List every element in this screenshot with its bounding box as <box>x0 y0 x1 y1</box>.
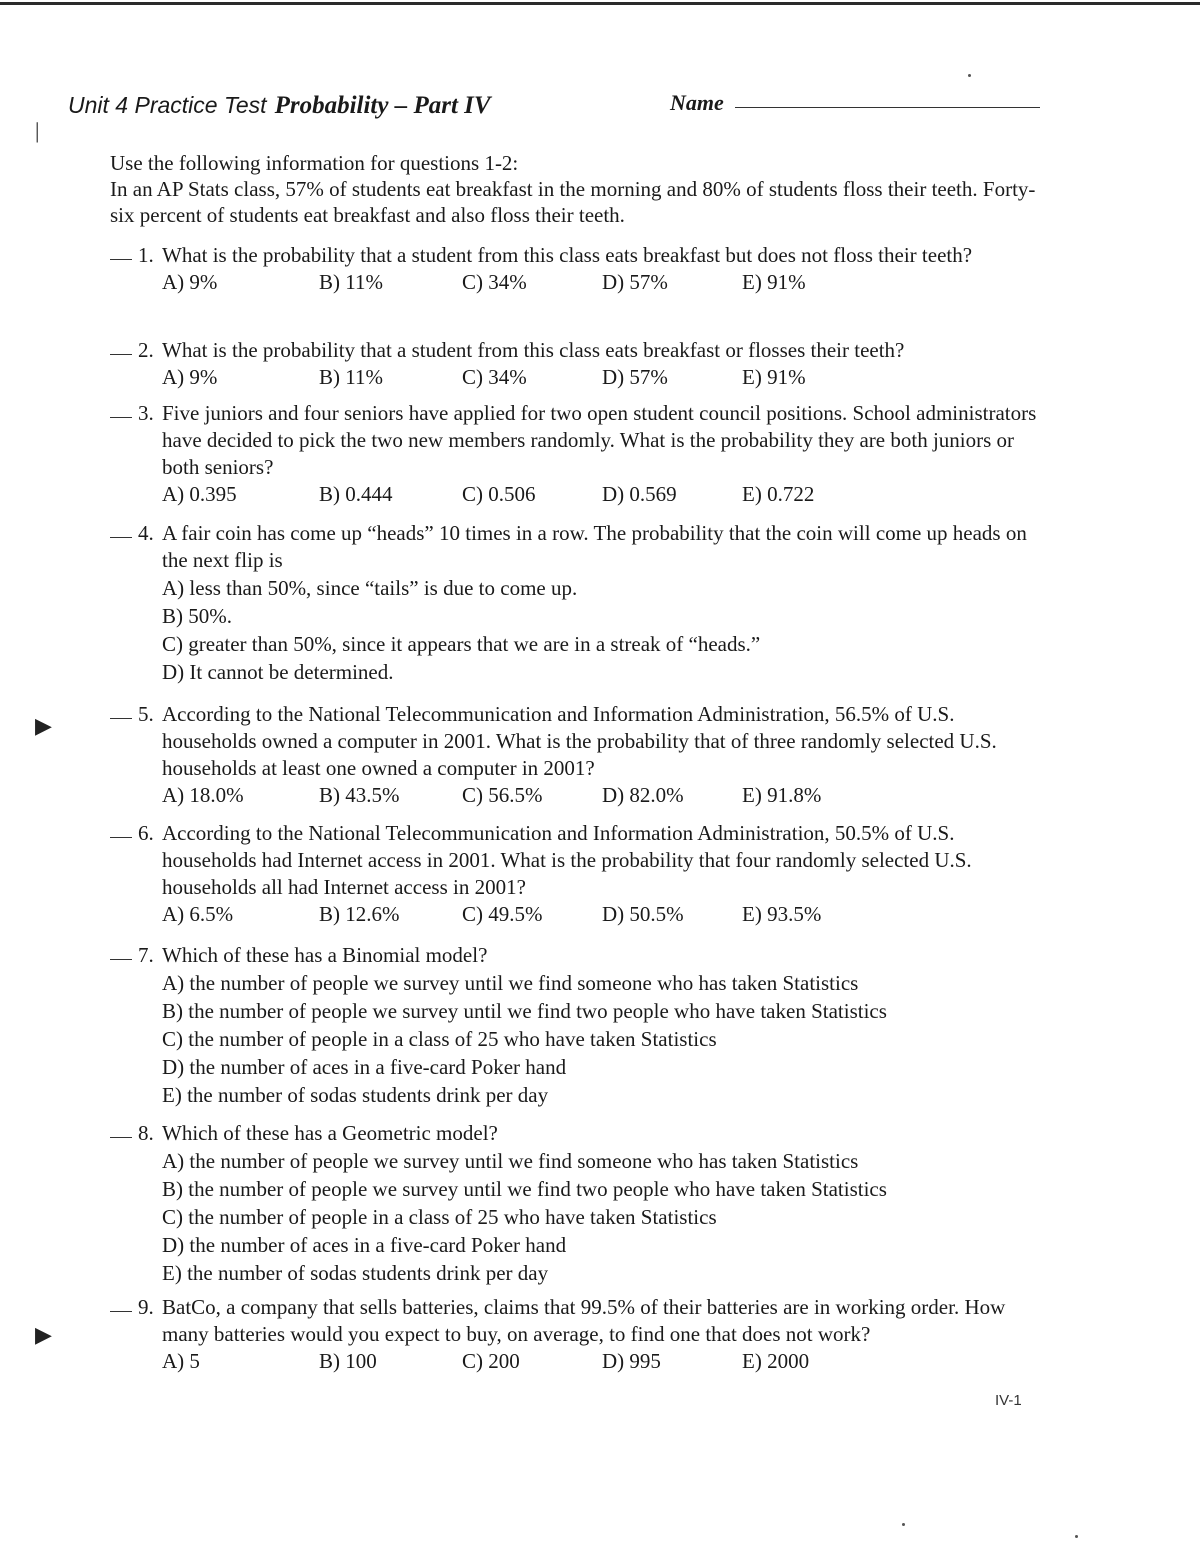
option: E) 0.722 <box>742 482 815 506</box>
option: E) 91% <box>742 365 806 389</box>
option: A) 18.0% <box>162 783 244 807</box>
answer-options <box>162 364 1040 391</box>
answer-blank[interactable] <box>110 1137 132 1138</box>
unit-title: Unit 4 Practice Test <box>68 92 267 118</box>
option: E) 91% <box>742 270 806 294</box>
answer-blank[interactable] <box>110 837 132 838</box>
question-2 <box>110 337 1040 391</box>
option: A) 5 <box>162 1349 200 1373</box>
option: C) 0.506 <box>462 482 536 506</box>
answer-blank[interactable] <box>110 1311 132 1312</box>
option: A) less than 50%, since “tails” is due to come up. <box>162 576 578 600</box>
answer-options <box>162 481 1040 508</box>
option: D) 995 <box>602 1349 661 1373</box>
option: B) 11% <box>319 365 383 389</box>
option: A) 6.5% <box>162 902 234 926</box>
answer-options <box>162 1348 1040 1375</box>
option: D) the number of aces in a five-card Poker hand <box>162 1233 567 1257</box>
question-text: Which of these has a Geometric model? <box>162 1121 498 1145</box>
question-number: 2. <box>138 338 154 362</box>
question-6 <box>110 820 1040 928</box>
name-label: Name <box>670 90 724 115</box>
shared-info-text: In an AP Stats class, 57% of students eat breakfast in the morning and 80% of students floss their teeth. Forty-six percent of students eat breakfast and also floss their teeth. <box>110 177 1036 227</box>
question-text: What is the probability that a student from this class eats breakfast or flosses their teeth? <box>162 338 905 362</box>
option: B) 43.5% <box>319 783 400 807</box>
option: E) the number of sodas students drink per day <box>162 1261 549 1285</box>
scan-speck <box>902 1523 905 1526</box>
option: B) 12.6% <box>319 902 400 926</box>
answer-blank[interactable] <box>110 537 132 538</box>
option: A) 9% <box>162 365 218 389</box>
answer-options <box>162 1147 1040 1287</box>
answer-options <box>162 782 1040 809</box>
shared-info-heading: Use the following information for questions 1-2: <box>110 151 519 175</box>
option: A) the number of people we survey until we find someone who has taken Statistics <box>162 971 859 995</box>
question-7 <box>110 942 1040 1109</box>
option: C) 200 <box>462 1349 520 1373</box>
name-field-line[interactable] <box>735 107 1040 108</box>
answer-blank[interactable] <box>110 959 132 960</box>
question-9 <box>110 1294 1040 1375</box>
question-8 <box>110 1120 1040 1287</box>
option: E) 2000 <box>742 1349 810 1373</box>
answer-options <box>162 901 1040 928</box>
answer-blank[interactable] <box>110 417 132 418</box>
option: C) 49.5% <box>462 902 543 926</box>
option: D) 82.0% <box>602 783 684 807</box>
answer-blank[interactable] <box>110 718 132 719</box>
question-text: According to the National Telecommunication and Information Administration, 56.5% of U.S. households owned a computer in 2001. What is the probability that of three randomly selected U.S. households at least one owned a computer in 2001? <box>162 702 997 780</box>
option: B) 0.444 <box>319 482 393 506</box>
margin-mark: | <box>35 118 40 143</box>
margin-mark: ▶ <box>35 1322 52 1347</box>
option: B) 100 <box>319 1349 377 1373</box>
question-number: 3. <box>138 401 154 425</box>
question-text: Five juniors and four seniors have applied for two open student council positions. School administrators have decided to pick the two new members randomly. What is the probability they are both juniors or both seniors? <box>162 401 1037 479</box>
option: C) 34% <box>462 365 527 389</box>
question-number: 5. <box>138 702 154 726</box>
answer-blank[interactable] <box>110 354 132 355</box>
question-1 <box>110 242 1040 296</box>
answer-blank[interactable] <box>110 259 132 260</box>
option: B) the number of people we survey until we find two people who have taken Statistics <box>162 1177 887 1201</box>
option: B) the number of people we survey until we find two people who have taken Statistics <box>162 999 887 1023</box>
scan-speck <box>1075 1535 1078 1538</box>
option: D) 50.5% <box>602 902 684 926</box>
scan-top-border <box>0 2 1200 5</box>
margin-mark: ▶ <box>35 713 52 738</box>
answer-options <box>162 269 1040 296</box>
scan-speck <box>968 74 971 77</box>
option: C) the number of people in a class of 25 who have taken Statistics <box>162 1205 717 1229</box>
question-text: What is the probability that a student from this class eats breakfast but does not floss their teeth? <box>162 243 973 267</box>
question-text: Which of these has a Binomial model? <box>162 943 488 967</box>
page-title <box>68 92 491 120</box>
option: E) 93.5% <box>742 902 822 926</box>
option: C) 34% <box>462 270 527 294</box>
question-number: 4. <box>138 521 154 545</box>
answer-options <box>162 574 1040 686</box>
question-number: 1. <box>138 243 154 267</box>
option: B) 50%. <box>162 604 232 628</box>
option: E) the number of sodas students drink per day <box>162 1083 549 1107</box>
question-text: A fair coin has come up “heads” 10 times in a row. The probability that the coin will come up heads on the next flip is <box>162 521 1027 572</box>
question-4 <box>110 520 1040 686</box>
shared-info <box>110 150 1040 228</box>
option: D) the number of aces in a five-card Poker hand <box>162 1055 567 1079</box>
question-number: 8. <box>138 1121 154 1145</box>
question-5 <box>110 701 1040 809</box>
page-code: IV-1 <box>995 1392 1022 1409</box>
question-3 <box>110 400 1040 508</box>
question-number: 7. <box>138 943 154 967</box>
answer-options <box>162 969 1040 1109</box>
option: E) 91.8% <box>742 783 822 807</box>
option: D) 57% <box>602 365 668 389</box>
question-number: 9. <box>138 1295 154 1319</box>
option: D) 57% <box>602 270 668 294</box>
option: A) the number of people we survey until we find someone who has taken Statistics <box>162 1149 859 1173</box>
option: B) 11% <box>319 270 383 294</box>
option: A) 9% <box>162 270 218 294</box>
question-text: BatCo, a company that sells batteries, claims that 99.5% of their batteries are in working order. How many batteries would you expect to buy, on average, to find one that does not work? <box>162 1295 1006 1346</box>
test-subtitle: Probability – Part IV <box>274 92 491 119</box>
option: D) 0.569 <box>602 482 677 506</box>
question-text: According to the National Telecommunication and Information Administration, 50.5% of U.S. households had Internet access in 2001. What is the probability that four randomly selected U.S. households all had Internet access in 2001? <box>162 821 972 899</box>
option: C) 56.5% <box>462 783 543 807</box>
question-number: 6. <box>138 821 154 845</box>
option: C) the number of people in a class of 25 who have taken Statistics <box>162 1027 717 1051</box>
option: A) 0.395 <box>162 482 237 506</box>
option: D) It cannot be determined. <box>162 660 394 684</box>
option: C) greater than 50%, since it appears that we are in a streak of “heads.” <box>162 632 761 656</box>
